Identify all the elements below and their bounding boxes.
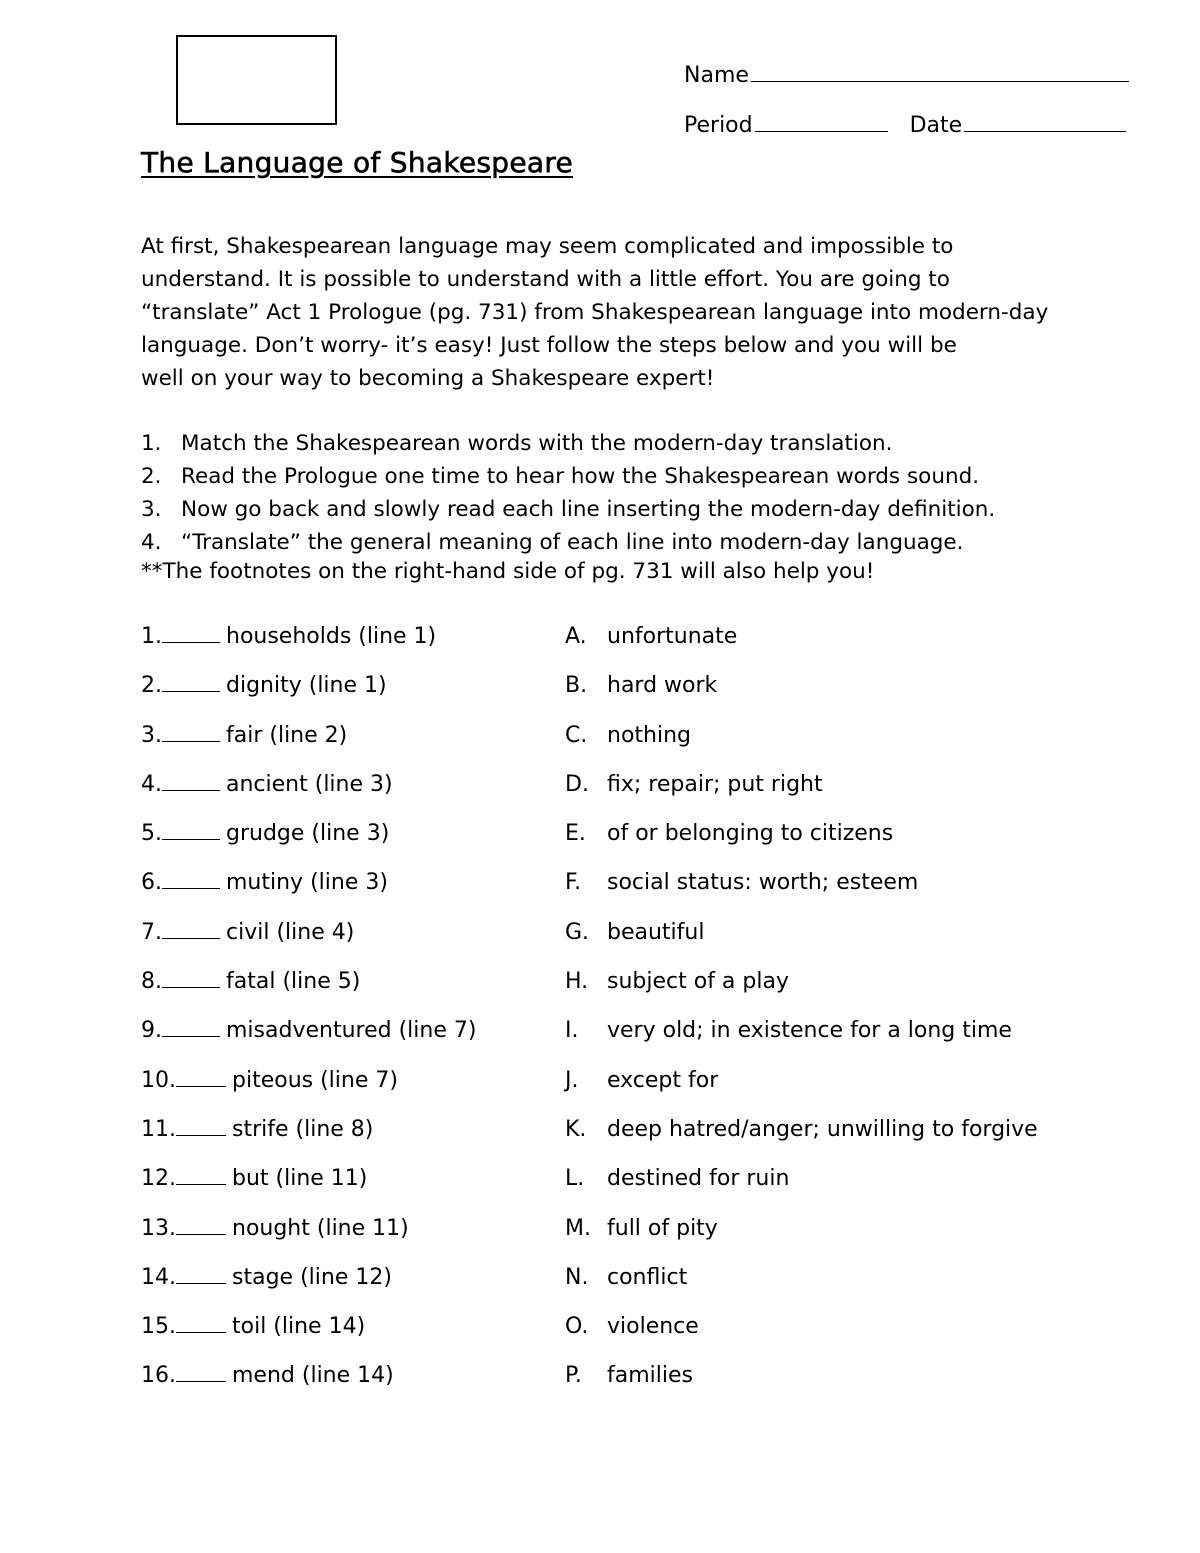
name-label: Name xyxy=(684,63,749,88)
definition-text: deep hatred/anger; unwilling to forgive xyxy=(607,1116,1038,1142)
definition-item xyxy=(565,1363,693,1388)
term-word: toil (line 14) xyxy=(232,1314,366,1340)
step-number: 2. xyxy=(141,464,162,489)
score-box xyxy=(176,35,337,125)
definition-item xyxy=(565,1018,1012,1043)
term-item xyxy=(141,772,393,797)
answer-blank[interactable] xyxy=(162,641,220,643)
definition-letter: N. xyxy=(565,1264,589,1290)
definition-text: fix; repair; put right xyxy=(607,771,823,797)
definition-item xyxy=(565,673,717,698)
term-number: 12. xyxy=(141,1166,176,1192)
definition-item xyxy=(565,772,823,797)
term-word: nought (line 11) xyxy=(232,1215,409,1241)
term-word: misadventured (line 7) xyxy=(226,1018,477,1044)
definition-text: destined for ruin xyxy=(607,1166,790,1192)
step-number: 4. xyxy=(141,530,162,555)
answer-blank[interactable] xyxy=(176,1380,226,1382)
definition-text: of or belonging to citizens xyxy=(607,821,894,847)
term-number: 3. xyxy=(141,722,162,748)
term-number: 7. xyxy=(141,919,162,945)
match-row xyxy=(141,870,1071,919)
definition-text: families xyxy=(607,1363,693,1389)
term-item xyxy=(141,624,436,649)
term-item xyxy=(141,1265,392,1290)
definition-letter: E. xyxy=(565,821,586,847)
answer-blank[interactable] xyxy=(162,887,220,889)
term-word: fair (line 2) xyxy=(226,722,348,748)
answer-blank[interactable] xyxy=(162,937,220,939)
step-number: 3. xyxy=(141,497,162,522)
term-word: mutiny (line 3) xyxy=(226,870,388,896)
term-item xyxy=(141,870,388,895)
answer-blank[interactable] xyxy=(176,1282,226,1284)
definition-letter: P. xyxy=(565,1363,582,1389)
term-word: but (line 11) xyxy=(232,1166,368,1192)
term-number: 16. xyxy=(141,1363,176,1389)
step-item xyxy=(141,460,995,493)
definition-letter: I. xyxy=(565,1018,579,1044)
definition-letter: C. xyxy=(565,722,588,748)
definition-item xyxy=(565,821,893,846)
term-number: 5. xyxy=(141,821,162,847)
term-number: 2. xyxy=(141,673,162,699)
definition-letter: K. xyxy=(565,1116,587,1142)
match-row xyxy=(141,772,1071,821)
match-row xyxy=(141,1363,1071,1412)
term-number: 4. xyxy=(141,771,162,797)
step-text: Now go back and slowly read each line inserting the modern-day definition. xyxy=(181,497,996,522)
definition-letter: M. xyxy=(565,1215,591,1241)
definition-letter: L. xyxy=(565,1166,585,1192)
match-row xyxy=(141,1166,1071,1215)
step-item xyxy=(141,526,995,559)
term-word: grudge (line 3) xyxy=(226,821,390,847)
definition-text: violence xyxy=(607,1314,699,1340)
definition-item xyxy=(565,624,737,649)
term-item xyxy=(141,1068,398,1093)
match-row xyxy=(141,1314,1071,1363)
matching-exercise xyxy=(141,624,1071,1413)
definition-item xyxy=(565,1117,1038,1142)
period-blank[interactable] xyxy=(755,130,888,132)
definition-text: conflict xyxy=(607,1264,688,1290)
answer-blank[interactable] xyxy=(162,1035,220,1037)
answer-blank[interactable] xyxy=(176,1331,226,1333)
match-row xyxy=(141,969,1071,1018)
match-row xyxy=(141,723,1071,772)
term-number: 15. xyxy=(141,1314,176,1340)
intro-line: At first, Shakespearean language may seem complicated and impossible to xyxy=(141,234,954,259)
step-text: “Translate” the general meaning of each line into modern-day language. xyxy=(181,530,964,555)
definition-letter: B. xyxy=(565,673,588,699)
term-item xyxy=(141,1166,367,1191)
term-word: mend (line 14) xyxy=(232,1363,394,1389)
definition-letter: A. xyxy=(565,624,587,649)
definition-letter: H. xyxy=(565,969,589,995)
date-label: Date xyxy=(909,113,963,138)
term-item xyxy=(141,821,389,846)
match-row xyxy=(141,1265,1071,1314)
term-number: 14. xyxy=(141,1264,176,1290)
term-word: dignity (line 1) xyxy=(226,673,387,699)
step-item xyxy=(141,493,995,526)
term-item xyxy=(141,920,354,945)
intro-line: language. Don’t worry- it’s easy! Just follow the steps below and you will be xyxy=(141,333,957,358)
term-item xyxy=(141,1117,373,1142)
answer-blank[interactable] xyxy=(162,690,220,692)
match-row xyxy=(141,1117,1071,1166)
answer-blank[interactable] xyxy=(176,1233,226,1235)
answer-blank[interactable] xyxy=(162,789,220,791)
term-number: 8. xyxy=(141,969,162,995)
intro-line: “translate” Act 1 Prologue (pg. 731) from Shakespearean language into modern-day xyxy=(141,300,1049,325)
step-number: 1. xyxy=(141,431,162,456)
period-date-row xyxy=(684,113,1126,138)
definition-letter: F. xyxy=(565,870,582,896)
step-text: Read the Prologue one time to hear how the Shakespearean words sound. xyxy=(181,464,980,489)
definition-letter: D. xyxy=(565,771,589,797)
term-word: strife (line 8) xyxy=(232,1116,374,1142)
definition-item xyxy=(565,870,918,895)
page-title: The Language of Shakespeare xyxy=(141,146,574,179)
match-row xyxy=(141,624,1071,673)
name-blank[interactable] xyxy=(751,80,1129,82)
term-number: 11. xyxy=(141,1116,176,1142)
term-word: households (line 1) xyxy=(226,624,437,649)
definition-text: nothing xyxy=(607,722,691,748)
definition-item xyxy=(565,1166,789,1191)
answer-blank[interactable] xyxy=(176,1134,226,1136)
term-item xyxy=(141,969,360,994)
term-word: stage (line 12) xyxy=(232,1264,392,1290)
definition-letter: O. xyxy=(565,1314,589,1340)
answer-blank[interactable] xyxy=(162,838,220,840)
match-row xyxy=(141,920,1071,969)
instruction-steps xyxy=(141,427,995,559)
term-number: 1. xyxy=(141,624,162,649)
term-word: fatal (line 5) xyxy=(226,969,361,995)
definition-text: social status: worth; esteem xyxy=(607,870,919,896)
period-label: Period xyxy=(684,113,753,138)
intro-paragraph xyxy=(141,230,1071,395)
name-field[interactable] xyxy=(684,63,1129,88)
term-word: ancient (line 3) xyxy=(226,771,393,797)
definition-text: beautiful xyxy=(607,919,705,945)
term-word: piteous (line 7) xyxy=(232,1067,398,1093)
step-item xyxy=(141,427,995,460)
definition-text: very old; in existence for a long time xyxy=(607,1018,1012,1044)
term-number: 13. xyxy=(141,1215,176,1241)
match-row xyxy=(141,1068,1071,1117)
term-number: 9. xyxy=(141,1018,162,1044)
term-number: 10. xyxy=(141,1067,176,1093)
answer-blank[interactable] xyxy=(176,1183,226,1185)
definition-item xyxy=(565,1068,718,1093)
definition-text: except for xyxy=(607,1067,719,1093)
definition-item xyxy=(565,723,691,748)
term-number: 6. xyxy=(141,870,162,896)
match-row xyxy=(141,1216,1071,1265)
match-row xyxy=(141,673,1071,722)
definition-text: hard work xyxy=(607,673,718,699)
answer-blank[interactable] xyxy=(176,1085,226,1087)
term-item xyxy=(141,1018,476,1043)
definition-text: full of pity xyxy=(607,1215,718,1241)
definition-text: unfortunate xyxy=(607,624,738,649)
definition-item xyxy=(565,969,789,994)
definition-text: subject of a play xyxy=(607,969,789,995)
definition-item xyxy=(565,1314,699,1339)
definition-item xyxy=(565,1216,718,1241)
match-row xyxy=(141,1018,1071,1067)
intro-line: well on your way to becoming a Shakespeare expert! xyxy=(141,366,715,391)
date-blank[interactable] xyxy=(964,130,1126,132)
term-word: civil (line 4) xyxy=(226,919,355,945)
intro-line: understand. It is possible to understand with a little effort. You are going to xyxy=(141,267,950,292)
term-item xyxy=(141,723,347,748)
definition-letter: J. xyxy=(565,1067,579,1093)
definition-letter: G. xyxy=(565,919,590,945)
step-text: Match the Shakespearean words with the modern-day translation. xyxy=(181,431,893,456)
term-item xyxy=(141,1314,365,1339)
term-item xyxy=(141,1216,409,1241)
match-row xyxy=(141,821,1071,870)
definition-item xyxy=(565,920,704,945)
term-item xyxy=(141,673,387,698)
footnote-tip: **The footnotes on the right-hand side of pg. 731 will also help you! xyxy=(141,559,875,584)
answer-blank[interactable] xyxy=(162,986,220,988)
term-item xyxy=(141,1363,394,1388)
definition-item xyxy=(565,1265,687,1290)
answer-blank[interactable] xyxy=(162,740,220,742)
